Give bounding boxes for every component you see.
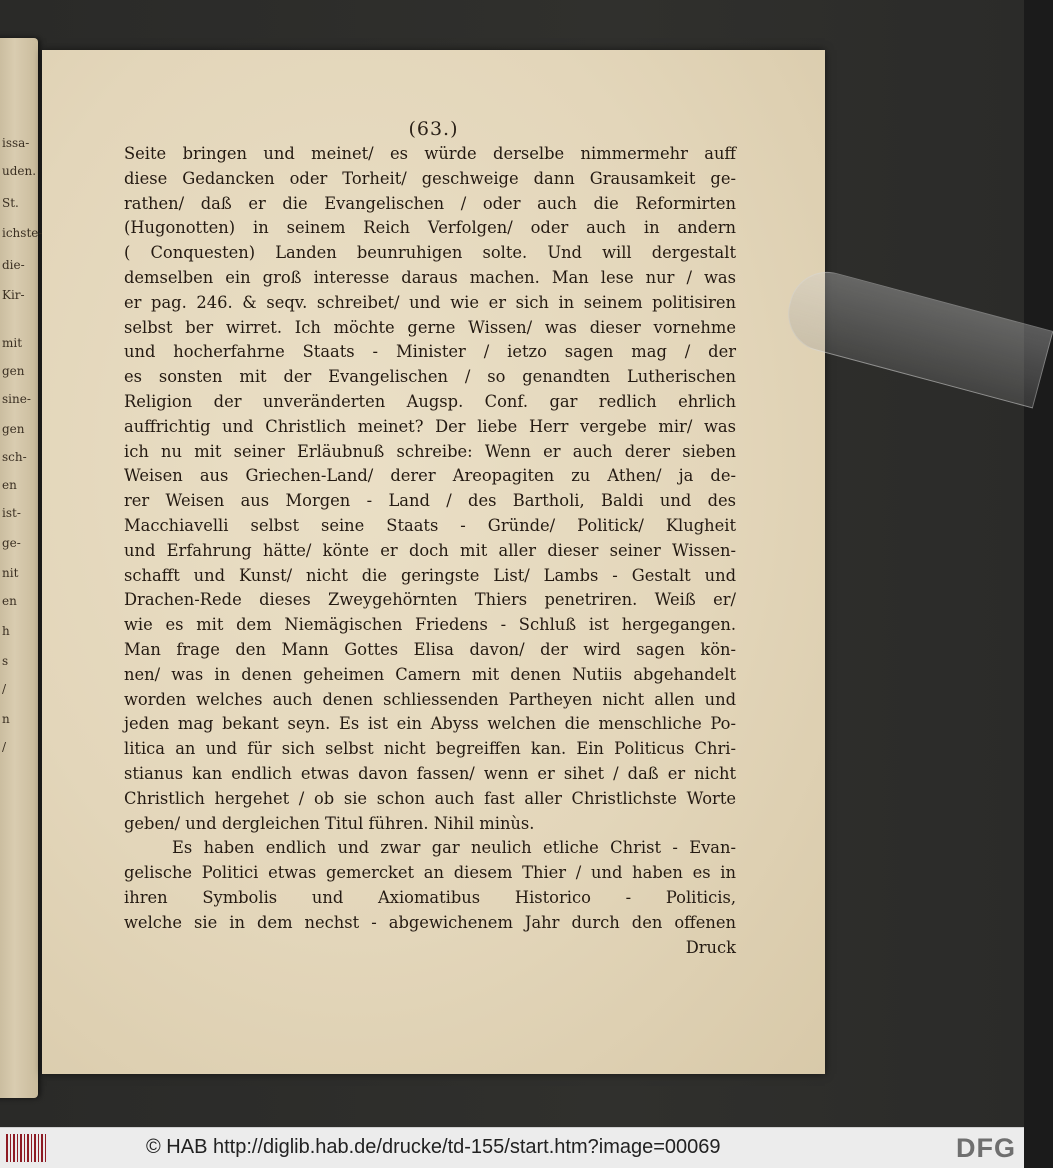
text-line: er pag. 246. & seqv. schreibet/ und wie er sich in seinem politisiren (124, 292, 736, 312)
margin-fragment: sch- (2, 450, 27, 464)
adjacent-page-edge (0, 38, 43, 1098)
margin-fragment: nit (2, 566, 19, 580)
text-line: Man frage den Mann Gottes Elisa davon/ der wird sagen kön- (124, 639, 736, 659)
margin-fragment: issa- (2, 136, 30, 150)
margin-fragment: ist- (2, 506, 21, 520)
margin-fragment: ge- (2, 536, 21, 550)
text-line: nen/ was in denen geheimen Camern mit denen Nutiis abgehandelt (124, 664, 736, 684)
footer-bar (0, 1127, 1024, 1168)
text-line: Druck (685, 937, 736, 957)
text-line: Macchiavelli selbst seine Staats - Gründe/ Politick/ Klugheit (124, 515, 736, 535)
text-line: (Hugonotten) in seinem Reich Verfolgen/ oder auch in andern (124, 218, 736, 238)
margin-fragment: St. (2, 196, 19, 210)
text-line: welche sie in dem nechst - abgewichenem Jahr durch den offenen (124, 912, 736, 932)
text-line: demselben ein groß interesse daraus machen. Man lese nur / was (124, 267, 736, 287)
margin-fragment: mit (2, 336, 23, 350)
hab-logo-icon (6, 1134, 48, 1162)
dfg-logo: DFG (956, 1133, 1016, 1163)
text-line: Es haben endlich und zwar gar neulich etliche Christ - Evan- (172, 838, 736, 858)
text-line: Seite bringen und meinet/ es würde derselbe nimmermehr auff (124, 144, 736, 163)
text-line: schafft und Kunst/ nicht die geringste List/ Lambs - Gestalt und (124, 565, 736, 585)
page-text (124, 142, 736, 960)
text-line: Weisen aus Griechen-Land/ derer Areopagiten zu Athen/ ja de- (124, 466, 736, 486)
text-line: rathen/ daß er die Evangelischen / oder auch die Reformirten (124, 193, 736, 213)
margin-fragment: en (2, 594, 17, 608)
text-line: und hocherfahrne Staats - Minister / ietzo sagen mag / der (124, 342, 736, 362)
text-line: ihren Symbolis und Axiomatibus Historico - Politicis, (124, 887, 736, 907)
margin-fragment: en (2, 478, 17, 492)
text-line: es sonsten mit der Evangelischen / so genandten Lutherischen (124, 367, 736, 387)
margin-fragment: sine- (2, 392, 31, 406)
margin-fragment: Kir- (2, 288, 25, 302)
copyright-link[interactable]: © HAB http://diglib.hab.de/drucke/td-155/start.htm?image=00069 (146, 1136, 721, 1158)
book-page (42, 50, 825, 1074)
text-line: diese Gedancken oder Torheit/ geschweige dann Grausamkeit ge- (124, 168, 736, 188)
margin-fragment: uden. (2, 164, 37, 178)
margin-fragment: die- (2, 258, 25, 272)
text-line: jeden mag bekant seyn. Es ist ein Abyss welchen die menschliche Po- (124, 714, 736, 734)
text-line: Religion der unveränderten Augsp. Conf. gar redlich ehrlich (124, 391, 736, 411)
text-line: worden welches auch denen schliessenden Partheyen nicht allen und (124, 689, 736, 709)
text-line: ich nu mit seiner Erläubnuß schreibe: Wenn er auch derer sieben (124, 441, 736, 461)
text-line: gelische Politici etwas gemercket an diesem Thier / und haben es in (124, 863, 736, 883)
text-line: ( Conquesten) Landen beunruhigen solte. Und will dergestalt (124, 243, 736, 263)
text-line: stianus kan endlich etwas davon fassen/ wenn er sihet / daß er nicht (124, 763, 736, 783)
text-line: wie es mit dem Niemägischen Friedens - Schluß ist hergegangen. (124, 615, 736, 635)
margin-fragment: n (2, 712, 10, 726)
margin-fragment: h (2, 624, 10, 638)
text-line: Drachen-Rede dieses Zweygehörnten Thiers penetriren. Weiß er/ (124, 590, 736, 610)
margin-fragment: gen (2, 364, 25, 378)
text-line: litica an und für sich selbst nicht begreiffen kan. Ein Politicus Chri- (124, 739, 736, 759)
text-line: geben/ und dergleichen Titul führen. Nihil minùs. (124, 813, 535, 833)
text-line: rer Weisen aus Morgen - Land / des Bartholi, Baldi und des (124, 491, 736, 511)
text-line: auffrichtig und Christlich meinet? Der liebe Herr vergebe mir/ was (124, 416, 736, 436)
margin-fragment: s (2, 654, 9, 668)
text-line: selbst ber wirret. Ich möchte gerne Wissen/ was dieser vornehme (124, 317, 736, 337)
margin-fragment: / (2, 740, 7, 754)
text-line: Christlich hergehet / ob sie schon auch fast aller Christlichste Worte (124, 788, 736, 808)
margin-fragment: gen (2, 422, 25, 436)
margin-fragment: / (2, 682, 7, 696)
margin-fragment: ichste- (2, 226, 43, 240)
page-number: (63.) (408, 118, 459, 140)
text-line: und Erfahrung hätte/ könte er doch mit aller dieser seiner Wissen- (124, 540, 736, 560)
